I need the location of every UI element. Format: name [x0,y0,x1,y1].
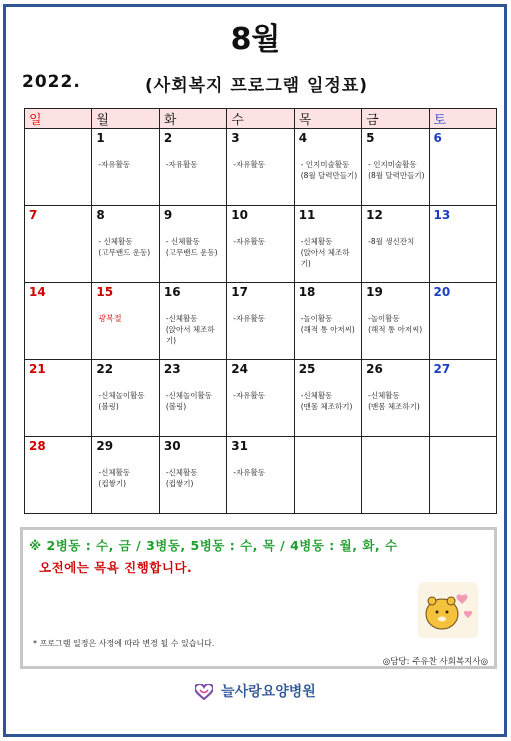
day-activity: -자유활동 [165,160,198,169]
bath-schedule-text: ※ 2병동 : 수, 금 / 3병동, 5병동 : 수, 목 / 4병동 : 월, 화, 수 [29,538,398,553]
calendar-day-cell [429,360,496,437]
weekday-header-thu: 목 [294,109,361,129]
calendar-day-cell [362,283,429,360]
calendar-day-cell [294,206,361,283]
calendar-day-cell [362,129,429,206]
day-activity: -놀이활동 (해적 통 아저씨) [300,314,355,334]
calendar-day-cell [159,283,226,360]
weekday-header-row [25,109,497,129]
calendar-day-cell [362,437,429,514]
calendar-day-cell [294,129,361,206]
calendar-day-cell [362,206,429,283]
day-number: 3 [231,131,240,145]
day-activity: -자유활동 [233,468,265,477]
calendar-day-cell [429,129,496,206]
calendar-day-cell [227,129,294,206]
day-activity: -8월 생신잔치 [368,237,415,246]
day-activity: -자유활동 [233,314,265,323]
day-activity: -자유활동 [233,391,265,400]
weekday-header-fri: 금 [362,109,429,129]
day-activity: -자유활동 [233,237,265,246]
day-number: 16 [163,285,181,299]
day-number: 6 [433,131,442,145]
calendar-day-cell [294,360,361,437]
schedule-change-note: * 프로그램 일정은 사정에 따라 변경 될 수 있습니다. [33,639,215,648]
day-number: 26 [366,362,383,376]
day-number: 15 [96,285,114,299]
day-number: 20 [433,285,451,299]
calendar-day-cell [227,437,294,514]
day-number: 24 [231,362,248,376]
day-number: 31 [231,439,248,453]
day-number: 12 [366,208,383,222]
calendar-day-cell [25,206,92,283]
day-activity: - 인지미술활동 (8월 달력만들기) [300,160,358,180]
calendar-day-cell [92,283,159,360]
calendar-day-cell [159,437,226,514]
day-activity: -신체활동 (앉아서 체조하기) [300,237,350,268]
day-activity: -신체놀이활동 (볼링) [98,391,145,411]
calendar-day-cell [25,437,92,514]
calendar-day-cell [159,129,226,206]
day-number: 17 [231,285,248,299]
day-number: 27 [433,362,451,376]
calendar-day-cell [227,206,294,283]
calendar-day-cell [429,437,496,514]
calendar-day-cell [92,129,159,206]
calendar-table [24,108,497,514]
calendar-day-cell [429,283,496,360]
day-number: 13 [433,208,451,222]
day-number: 28 [29,439,46,453]
hospital-name: 늘사랑요양병원 [221,684,316,700]
year-label: 2022. [22,72,81,92]
day-number: 22 [96,362,114,376]
day-number: 18 [298,285,316,299]
day-activity: 광복절 [98,314,122,323]
day-number: 5 [366,131,375,145]
day-number: 1 [96,131,105,145]
manager-label: ◎담당: 주유찬 사회복지사◎ [382,657,488,667]
day-activity: -신체놀이활동 (볼링) [165,391,213,411]
calendar-week-row [25,129,497,206]
day-number: 11 [298,208,316,222]
weekday-header-mon: 월 [92,109,159,129]
calendar-day-cell [294,283,361,360]
day-number: 14 [29,285,46,299]
calendar-week-row [25,360,497,437]
day-number: 9 [163,208,173,222]
calendar-day-cell [227,360,294,437]
calendar-day-cell [362,360,429,437]
day-activity: -놀이활동 (해적 통 아저씨) [368,314,423,334]
day-activity: - 인지미술활동 (8월 달력만들기) [368,160,425,180]
day-number: 25 [298,362,316,376]
calendar-day-cell [294,437,361,514]
day-activity: - 신체활동 (고무밴드 운동) [98,237,151,257]
calendar-day-cell [159,206,226,283]
day-activity: -자유활동 [233,160,265,169]
calendar-week-row [25,206,497,283]
day-number: 7 [29,208,38,222]
bath-morning-text: 오전에는 목욕 진행합니다. [39,560,193,575]
calendar-day-cell [92,360,159,437]
calendar-week-row [25,283,497,360]
day-number: 8 [96,208,105,222]
day-activity: -신체활동 (맨몸 체조하기) [368,391,420,411]
notice-box [20,527,497,669]
day-number: 4 [298,131,308,145]
weekday-header-sat: 토 [429,109,496,129]
calendar-day-cell [429,206,496,283]
day-number: 23 [163,362,181,376]
day-number: 2 [163,131,173,145]
day-activity: -신체활동 (맨몸 체조하기) [300,391,353,411]
weekday-header-sun: 일 [25,109,92,129]
schedule-subtitle: (사회복지 프로그램 일정표) [145,76,369,96]
day-activity: -자유활동 [98,160,131,169]
calendar-day-cell [25,129,92,206]
day-number: 29 [96,439,114,453]
weekday-header-wed: 수 [227,109,294,129]
day-number: 21 [29,362,46,376]
character-sticker-icon [418,582,478,638]
hospital-footer [0,681,511,701]
calendar-day-cell [25,360,92,437]
calendar-day-cell [92,437,159,514]
day-activity: -신체활동 (컵쌓기) [98,468,131,488]
day-number: 30 [163,439,181,453]
month-title: 8월 [230,22,281,57]
calendar-week-row [25,437,497,514]
day-activity: -신체활동 (앉아서 체조하기) [165,314,215,345]
day-number: 10 [231,208,248,222]
calendar-day-cell [25,283,92,360]
weekday-header-tue: 화 [159,109,226,129]
heart-logo-icon [195,684,213,700]
calendar-day-cell [92,206,159,283]
day-activity: - 신체활동 (고무밴드 운동) [165,237,218,257]
calendar-day-cell [159,360,226,437]
day-number: 19 [366,285,383,299]
day-activity: -신체활동 (컵쌓기) [165,468,198,488]
calendar-day-cell [227,283,294,360]
